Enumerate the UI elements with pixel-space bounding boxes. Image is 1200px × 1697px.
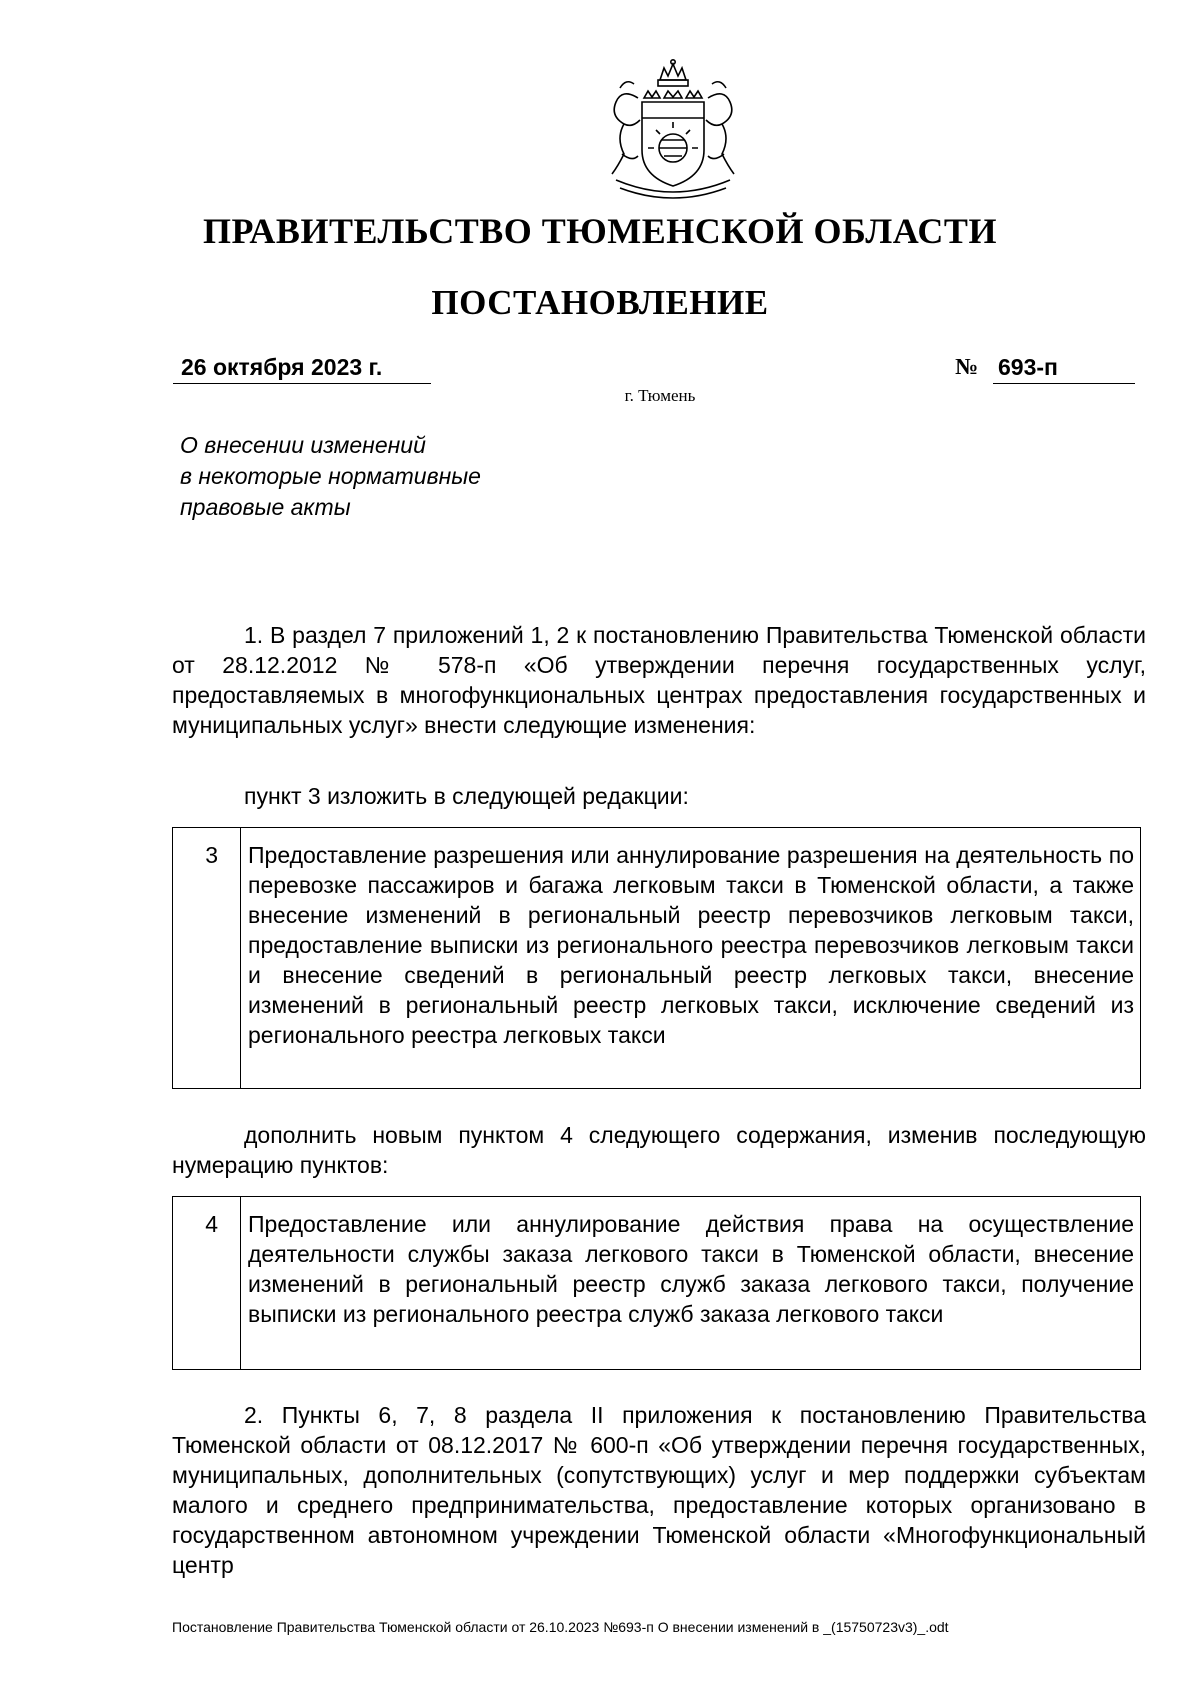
table-item-number: 3	[173, 828, 241, 1088]
table-item-number: 4	[173, 1197, 241, 1369]
city: г. Тюмень	[624, 386, 696, 405]
paragraph-2-sub: дополнить новым пунктом 4 следующего содержания, изменив последующую нумерацию пунктов:	[172, 1122, 1146, 1178]
paragraph-2: 2. Пункты 6, 7, 8 раздела II приложения к постановлению Правительства Тюменской области от 08.12.2017 № 600-п «Об утверждении перечня государственных, муниципальных, дополнительных (сопутствующих) услуг и мер поддержки субъектам малого и среднего предпринимательства, предоставление которых организовано в государственном автономном учреждении Тюменской области «Многофункциональный центр	[172, 1402, 1146, 1578]
subject-line: в некоторые нормативные	[180, 463, 481, 489]
number-sign: №	[955, 354, 979, 379]
table-item-text: Предоставление или аннулирование действия права на осуществление деятельности службы заказа легкового такси в Тюменской области, внесение изменений в региональный реестр служб заказа легкового такси, получение выписки из регионального реестра служб заказа легкового такси	[248, 1211, 1134, 1327]
table-item-text: Предоставление разрешения или аннулирование разрешения на деятельность по перевозке пассажиров и багажа легковым такси в Тюменской области, а также внесение изменений в региональный реестр перевозчиков легковым такси, предоставление выписки из регионального реестра перевозчиков легковым такси и внесение сведений в региональный реестр легковых такси, внесение изменений в региональный реестр легковых такси, исключение сведений из регионального реестра легковых такси	[248, 842, 1134, 1048]
document-type: ПОСТАНОВЛЕНИЕ	[431, 283, 769, 322]
subject-line: правовые акты	[180, 494, 351, 520]
paragraph-1: 1. В раздел 7 приложений 1, 2 к постановлению Правительства Тюменской области от 28.12.2012 № 578-п «Об утверждении перечня государственных услуг, предоставляемых в многофункциональных центрах предоставления государственных и муниципальных услуг» внести следующие изменения:	[172, 622, 1146, 738]
government-title: ПРАВИТЕЛЬСТВО ТЮМЕНСКОЙ ОБЛАСТИ	[203, 211, 997, 251]
document-subject	[180, 430, 481, 523]
document-number: 693-п	[993, 354, 1135, 384]
document-number-field	[955, 354, 1135, 384]
document-date: 26 октября 2023 г.	[173, 354, 431, 384]
table-item-3	[172, 827, 1141, 1089]
table-item-4	[172, 1196, 1141, 1370]
coat-of-arms-emblem	[598, 58, 748, 208]
subject-line: О внесении изменений	[180, 432, 426, 458]
paragraph-1-sub: пункт 3 изложить в следующей редакции:	[244, 783, 689, 809]
footer-filename: Постановление Правительства Тюменской области от 26.10.2023 №693-п О внесении изменений в _(15750723v3)_.odt	[172, 1619, 949, 1635]
